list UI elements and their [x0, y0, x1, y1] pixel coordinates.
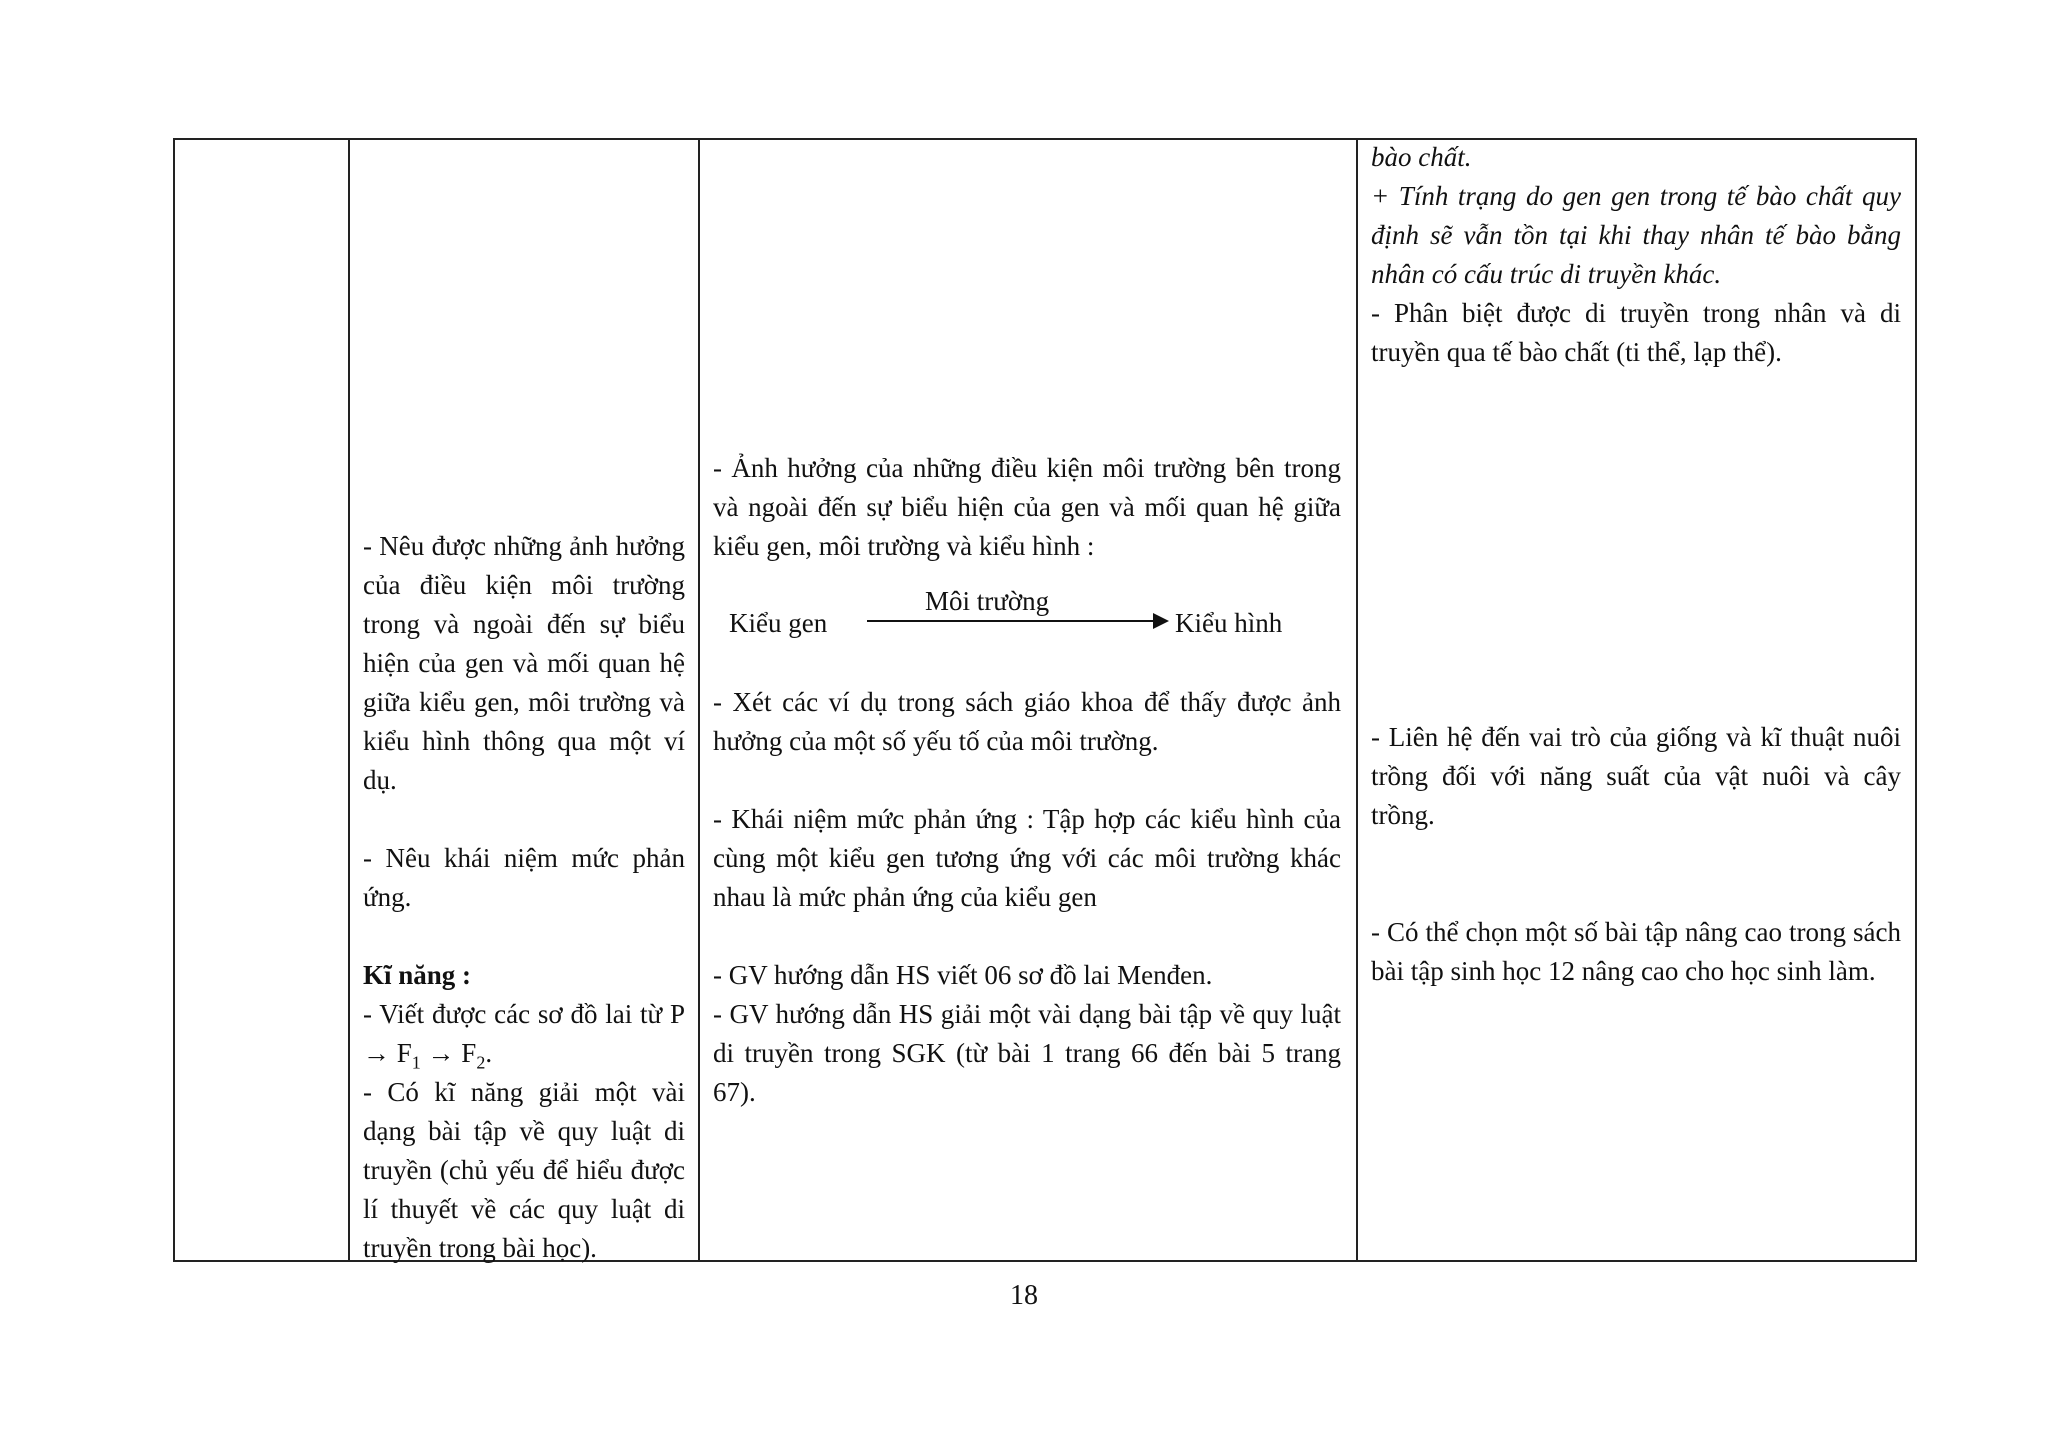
column-divider-1	[348, 138, 350, 1262]
content-exercises: - GV hướng dẫn HS giải một vài dạng bài tập về quy luật di truyền trong SGK (từ bài 1 trang 66 đến bài 5 trang 67).	[713, 999, 1341, 1107]
arrow-right-icon	[1153, 613, 1169, 629]
content-examples: - Xét các ví dụ trong sách giáo khoa để thấy được ảnh hưởng của một số yếu tố của môi trường.	[713, 687, 1341, 756]
environment-label: Môi trường	[925, 586, 1050, 616]
notes-column-bottom	[1371, 718, 1901, 991]
genotype-label: Kiểu gen	[729, 608, 828, 638]
note-nuclear-vs-cytoplasmic: - Phân biệt được di truyền trong nhân và di truyền qua tế bào chất (ti thể, lạp thể).	[1371, 298, 1901, 367]
phenotype-label: Kiểu hình	[1175, 608, 1283, 638]
notes-column-top	[1371, 138, 1901, 372]
note-breeding: - Liên hệ đến vai trò của giống và kĩ thuật nuôi trồng đối với năng suất của vật nuôi và cây trồng.	[1371, 722, 1901, 830]
content-environment: - Ảnh hưởng của những điều kiện môi trường bên trong và ngoài đến sự biểu hiện của gen và mối quan hệ giữa kiểu gen, môi trường và kiểu hình :	[713, 453, 1341, 561]
note-cytoplasm: bào chất.	[1371, 142, 1472, 172]
column-divider-2	[698, 138, 700, 1262]
objective-reaction-norm: - Nêu khái niệm mức phản ứng.	[363, 843, 685, 912]
objectives-column	[363, 527, 685, 1268]
content-reaction-norm: - Khái niệm mức phản ứng : Tập hợp các kiểu hình của cùng một kiểu gen tương ứng với các môi trường khác nhau là mức phản ứng của kiểu gen	[713, 804, 1341, 912]
skill-cross-diagrams: - Viết được các sơ đồ lai từ $P \to F_1 \to F_2$.	[363, 999, 685, 1073]
arrow-line	[867, 620, 1157, 622]
content-column	[713, 449, 1341, 1112]
note-advanced-exercises: - Có thể chọn một số bài tập nâng cao trong sách bài tập sinh học 12 nâng cao cho học sinh làm.	[1371, 917, 1901, 986]
skill-solve-exercises: - Có kĩ năng giải một vài dạng bài tập về quy luật di truyền (chủ yếu để hiểu được lí thuyết về các quy luật di truyền trong bài học).	[363, 1077, 685, 1263]
column-divider-3	[1356, 138, 1358, 1262]
content-mendel-crosses: - GV hướng dẫn HS viết 06 sơ đồ lai Menđen.	[713, 960, 1213, 990]
page-number: 18	[1010, 1280, 1038, 1311]
skills-heading: Kĩ năng :	[363, 960, 472, 990]
objective-environment: - Nêu được những ảnh hưởng của điều kiện môi trường trong và ngoài đến sự biểu hiện của gen và mối quan hệ giữa kiểu gen, môi trường và kiểu hình thông qua một ví dụ.	[363, 531, 685, 795]
genotype-phenotype-diagram	[713, 566, 1341, 644]
note-cytoplasmic-trait: + Tính trạng do gen gen trong tế bào chất quy định sẽ vẫn tồn tại khi thay nhân tế bào bằng nhân có cấu trúc di truyền khác.	[1371, 181, 1901, 289]
